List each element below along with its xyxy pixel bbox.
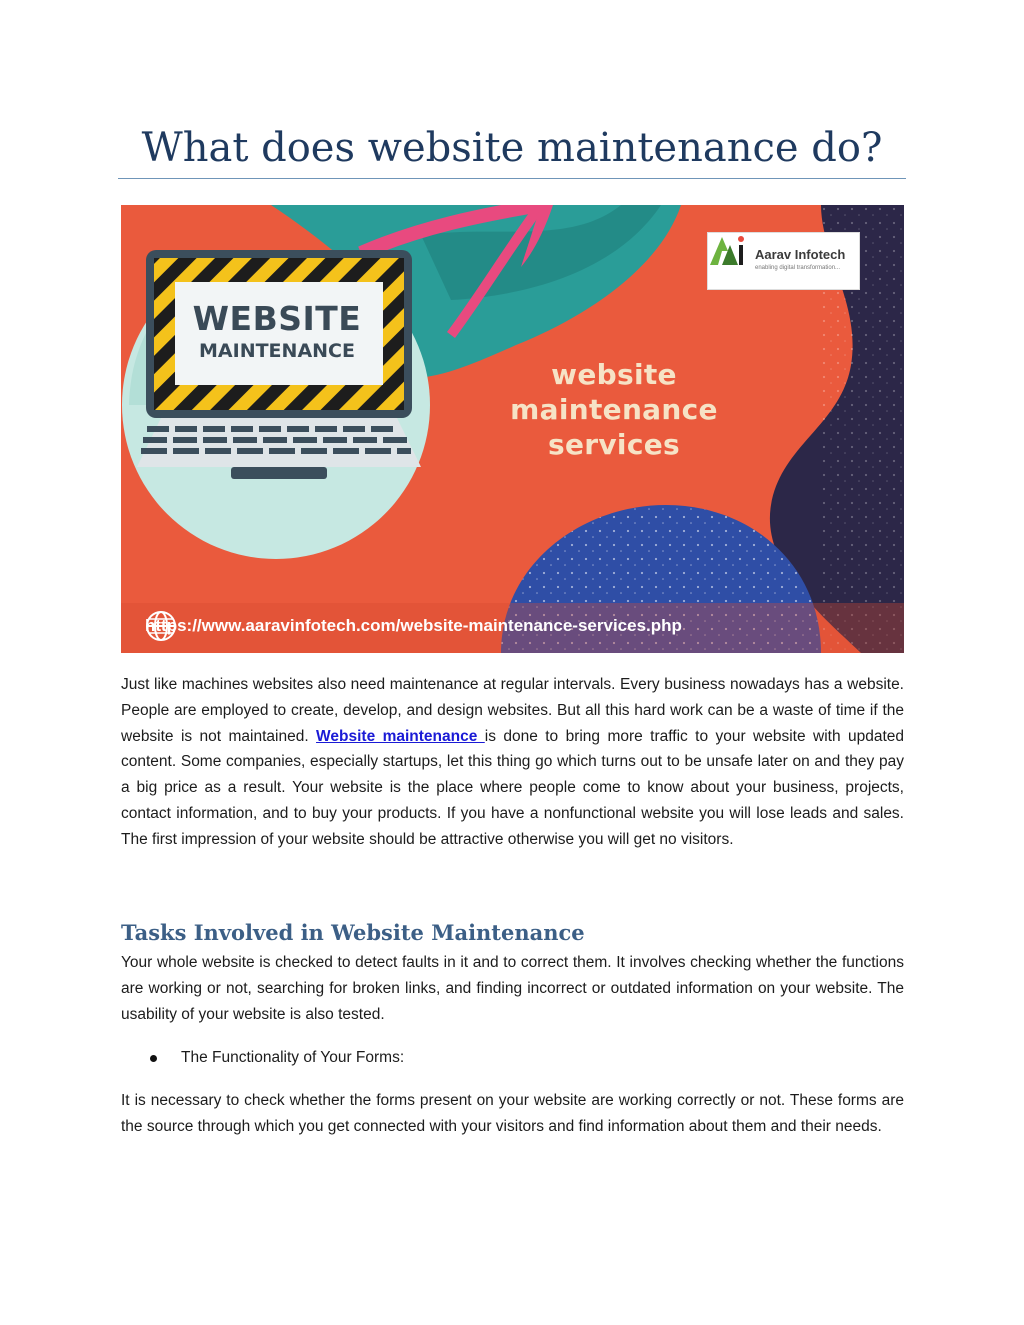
- section-paragraph: Your whole website is checked to detect faults in it and to correct them. It involves checking whether the functions are working or not, searching for broken links, and finding incorrect or outdated information on your website. The usability of your website is also tested.: [121, 954, 904, 1023]
- laptop-screen-text: [177, 300, 377, 364]
- forms-paragraph: It is necessary to check whether the forms present on your website are working correctly or not. These forms are the source through which you get connected with your visitors and find information about them and their needs.: [121, 1092, 904, 1135]
- promo-line-2: maintenance: [510, 393, 718, 426]
- banner-url: https://www.aaravinfotech.com/website-maintenance-services.php: [145, 616, 682, 635]
- section-heading: Tasks Involved in Website Maintenance: [121, 920, 585, 945]
- bullet-text: The Functionality of Your Forms:: [181, 1049, 405, 1066]
- intro-text-start: Just like machines websites also need maintenance at regular intervals. Every business nowadays has a website. People are employed to create, develop, and design websites. But all this hard work can be a waste of time if the website is not maintained.: [121, 676, 904, 745]
- promo-text: [479, 357, 749, 462]
- logo-mark-icon: [708, 233, 748, 267]
- list-item: [150, 1046, 404, 1070]
- screen-line-2: MAINTENANCE: [199, 340, 355, 362]
- website-maintenance-link[interactable]: Website maintenance: [316, 727, 485, 745]
- page-title: What does website maintenance do?: [141, 125, 883, 171]
- logo-tagline: enabling digital transformation...: [755, 265, 841, 271]
- intro-text-end: is done to bring more traffic to your website with updated content. Some companies, especially startups, let this thing go which turns out to be unsafe later on and they pay a big price as a result. Your website is the place where people come to know about your business, projects, contact information, and to buy your products. If you have a nonfunctional website you will lose leads and sales. The first impression of your website should be attractive otherwise you will get no visitors.: [121, 727, 905, 848]
- title-divider: [118, 178, 906, 179]
- company-logo: [707, 232, 860, 290]
- banner-url-row: [145, 610, 682, 642]
- intro-paragraph: [121, 672, 904, 853]
- promo-line-1: website: [551, 358, 677, 391]
- globe-icon: [145, 610, 177, 642]
- logo-name: Aarav Infotech: [755, 247, 846, 262]
- bullet-icon: [150, 1055, 157, 1062]
- promo-line-3: services: [548, 428, 680, 461]
- screen-line-1: WEBSITE: [192, 299, 362, 338]
- banner-image: [121, 205, 904, 653]
